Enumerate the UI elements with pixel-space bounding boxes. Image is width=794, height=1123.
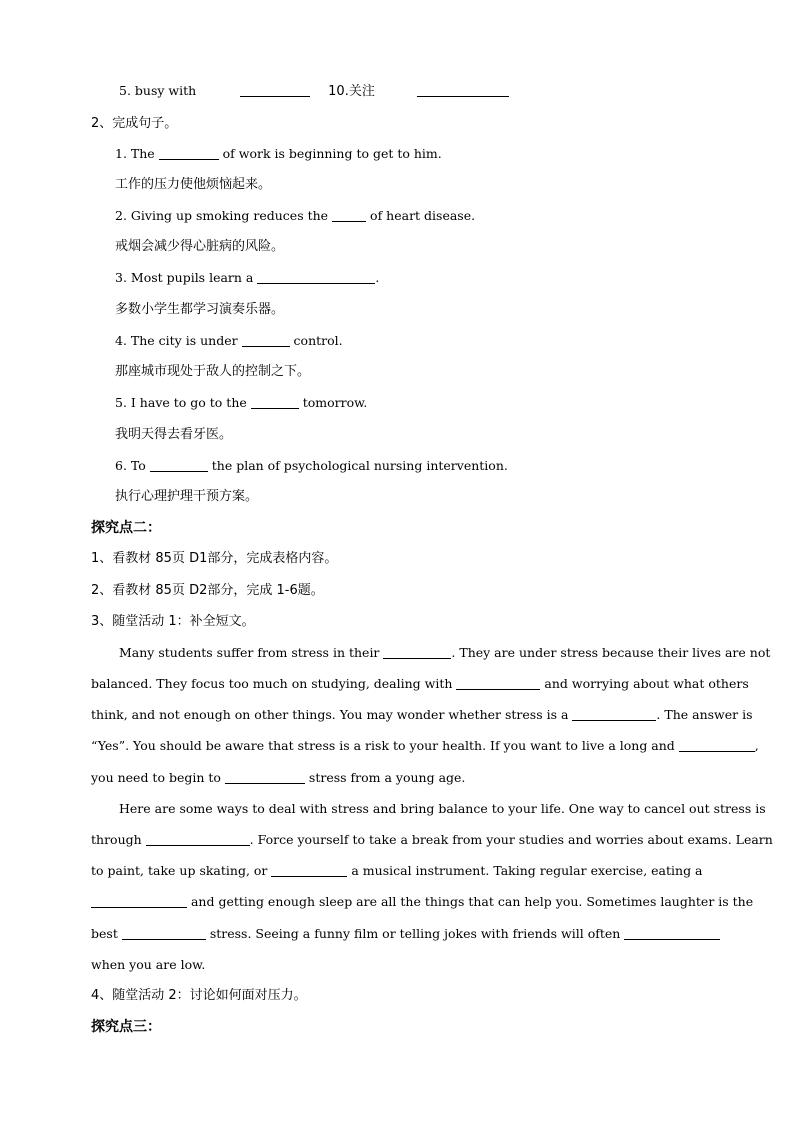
passage-line bbox=[91, 957, 702, 973]
passage-text: . Force yourself to take a break from your studies and worries about exams. Learn bbox=[249, 832, 773, 847]
sentence-text: of heart disease. bbox=[370, 208, 476, 223]
passage-text: a musical instrument. Taking regular exercise, eating a bbox=[351, 863, 703, 878]
answer-blank[interactable] bbox=[159, 147, 219, 160]
translation-2: 戒烟会减少得心脏病的风险。 bbox=[115, 239, 285, 254]
sentence-6 bbox=[115, 458, 702, 474]
passage-text: . The answer is bbox=[656, 707, 753, 722]
translation-4: 那座城市现处于敌人的控制之下。 bbox=[115, 364, 311, 379]
answer-blank[interactable] bbox=[91, 895, 187, 908]
answer-blank[interactable] bbox=[332, 209, 366, 222]
sentence-text: tomorrow. bbox=[302, 395, 368, 410]
answer-blank[interactable] bbox=[456, 677, 540, 690]
answer-blank[interactable] bbox=[146, 833, 250, 846]
sentence-text: 2. Giving up smoking reduces the bbox=[115, 208, 329, 223]
explore-2-task-2: 2、看教材 85页 D2部分，完成 1-6题。 bbox=[91, 583, 324, 598]
explore-2-heading: 探究点二： bbox=[91, 520, 161, 536]
passage-text: and worrying about what others bbox=[544, 676, 749, 691]
answer-blank[interactable] bbox=[240, 84, 310, 97]
answer-blank[interactable] bbox=[417, 84, 509, 97]
sentence-text: the plan of psychological nursing intervention. bbox=[211, 458, 508, 473]
sentence-text: 3. Most pupils learn a bbox=[115, 270, 254, 285]
vocab-item-5: 5. busy with bbox=[119, 83, 197, 98]
passage-text: , bbox=[754, 738, 759, 753]
answer-blank[interactable] bbox=[257, 271, 375, 284]
passage-text: and getting enough sleep are all the things that can help you. Sometimes laughter is the bbox=[190, 894, 754, 909]
passage-text: through bbox=[91, 832, 142, 847]
explore-2-task-1: 1、看教材 85页 D1部分，完成表格内容。 bbox=[91, 551, 338, 566]
passage-line bbox=[91, 926, 702, 942]
passage-text: Many students suffer from stress in their bbox=[119, 645, 380, 660]
passage-text: stress from a young age. bbox=[308, 770, 466, 785]
answer-blank[interactable] bbox=[150, 459, 208, 472]
sentence-text: 5. I have to go to the bbox=[115, 395, 247, 410]
passage-text: when you are low. bbox=[91, 957, 206, 972]
passage-line bbox=[91, 832, 773, 848]
answer-blank[interactable] bbox=[572, 708, 656, 721]
sentence-1 bbox=[115, 146, 702, 162]
translation-1: 工作的压力使他烦恼起来。 bbox=[115, 177, 272, 192]
explore-2-task-3: 3、随堂活动 1：补全短文。 bbox=[91, 614, 255, 629]
sentence-text: control. bbox=[293, 333, 343, 348]
passage-line bbox=[91, 770, 702, 786]
sentence-4 bbox=[115, 333, 702, 349]
answer-blank[interactable] bbox=[383, 646, 451, 659]
answer-blank[interactable] bbox=[225, 771, 305, 784]
answer-blank[interactable] bbox=[271, 864, 347, 877]
sentence-text: . bbox=[375, 270, 380, 285]
passage-line bbox=[119, 645, 771, 661]
passage-line bbox=[91, 676, 749, 692]
sentence-5 bbox=[115, 395, 702, 411]
passage-text: . They are under stress because their lives are not bbox=[451, 645, 771, 660]
passage-line bbox=[91, 707, 753, 723]
answer-blank[interactable] bbox=[251, 396, 299, 409]
passage-text: you need to begin to bbox=[91, 770, 221, 785]
passage-text: think, and not enough on other things. You may wonder whether stress is a bbox=[91, 707, 569, 722]
translation-3: 多数小学生都学习演奏乐器。 bbox=[115, 302, 285, 317]
sentence-text: of work is beginning to get to him. bbox=[222, 146, 442, 161]
explore-2-task-4: 4、随堂活动 2：讨论如何面对压力。 bbox=[91, 988, 307, 1003]
explore-3-heading: 探究点三： bbox=[91, 1019, 161, 1035]
passage-text: balanced. They focus too much on studying, dealing with bbox=[91, 676, 453, 691]
vocab-item-10: 10.关注 bbox=[328, 84, 375, 99]
passage-line bbox=[119, 801, 766, 817]
passage-text: “Yes”. You should be aware that stress is a risk to your health. If you want to live a long and bbox=[91, 738, 675, 753]
passage-text: best bbox=[91, 926, 118, 941]
answer-blank[interactable] bbox=[122, 927, 206, 940]
passage-line bbox=[91, 738, 759, 754]
sentence-text: 6. To bbox=[115, 458, 146, 473]
answer-blank[interactable] bbox=[679, 739, 755, 752]
passage-text: Here are some ways to deal with stress and bring balance to your life. One way to cancel out stress is bbox=[119, 801, 766, 816]
sentence-text: 1. The bbox=[115, 146, 155, 161]
answer-blank[interactable] bbox=[624, 927, 720, 940]
section-2-title: 2、完成句子。 bbox=[91, 116, 178, 131]
sentence-text: 4. The city is under bbox=[115, 333, 238, 348]
passage-text: to paint, take up skating, or bbox=[91, 863, 268, 878]
sentence-3 bbox=[115, 270, 702, 286]
answer-blank[interactable] bbox=[242, 334, 290, 347]
passage-line bbox=[91, 863, 702, 879]
translation-5: 我明天得去看牙医。 bbox=[115, 427, 233, 442]
passage-line bbox=[91, 894, 754, 910]
passage-text: stress. Seeing a funny film or telling jokes with friends will often bbox=[209, 926, 621, 941]
vocab-row bbox=[119, 83, 702, 100]
sentence-2 bbox=[115, 208, 702, 224]
translation-6: 执行心理护理干预方案。 bbox=[115, 489, 259, 504]
